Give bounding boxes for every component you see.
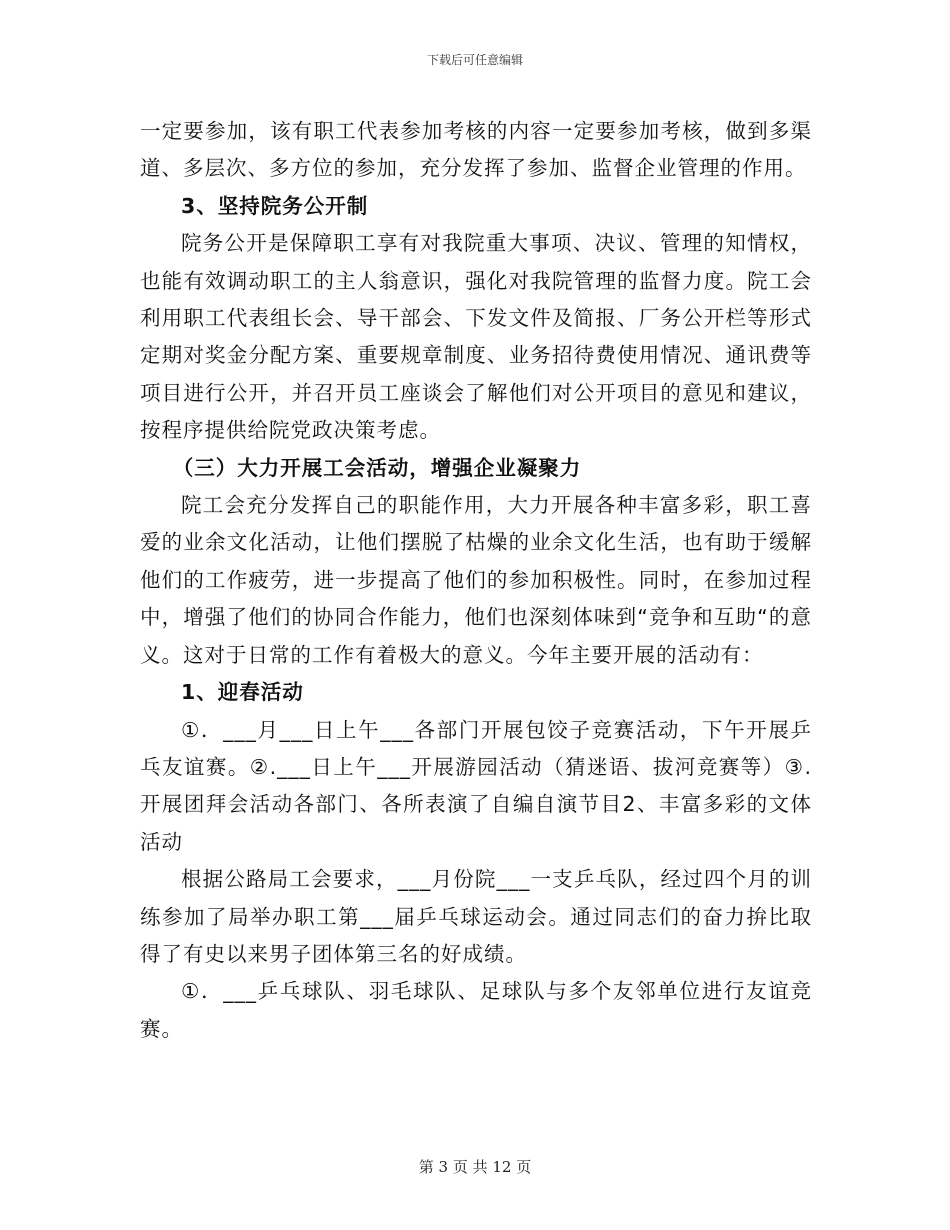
section-heading-3: 3、坚持院务公开制 [181,193,369,218]
paragraph-5: 根据公路局工会要求，___月份院___一支乒乓队，经过四个月的训练参加了局举办职工第___届乒乓球运动会。通过同志们的奋力拚比取得了有史以来男子团体第三名的好成绩。 [140,867,812,966]
section-heading-1: 1、迎春活动 [181,680,304,705]
section-heading-part-3: （三）大力开展工会活动，增强企业凝聚力 [172,455,582,480]
document-body [140,113,812,1048]
paragraph-4: ①．___月___日上午___各部门开展包饺子竞赛活动，下午开展乒乓友谊赛。②.___日上午___开展游园活动（猜迷语、拔河竞赛等）③.开展团拜会活动各部门、各所表演了自编自演节目2、丰富多彩的文体活动 [140,717,812,854]
page-footer-number: 第 3 页 共 12 页 [418,1158,532,1176]
paragraph-2: 院务公开是保障职工享有对我院重大事项、决议、管理的知情权，也能有效调动职工的主人翁意识，强化对我院管理的监督力度。院工会利用职工代表组长会、导干部会、下发文件及简报、厂务公开栏等形式定期对奖金分配方案、重要规章制度、业务招待费使用情况、通讯费等项目进行公开，并召开员工座谈会了解他们对公开项目的意见和建议，按程序提供给院党政决策考虑。 [140,231,812,443]
paragraph-6: ①．___乒乓球队、羽毛球队、足球队与多个友邻单位进行友谊竞赛。 [140,979,812,1041]
page-header-note: 下载后可任意编辑 [426,53,523,67]
paragraph-3: 院工会充分发挥自己的职能作用，大力开展各种丰富多彩，职工喜爱的业余文化活动，让他们摆脱了枯燥的业余文化生活，也有助于缓解他们的工作疲劳，进一步提高了他们的参加积极性。同时，在参加过程中，增强了他们的协同合作能力，他们也深刻体味到“竞争和互助“的意义。这对于日常的工作有着极大的意义。今年主要开展的活动有： [140,493,812,667]
paragraph-1: 一定要参加，该有职工代表参加考核的内容一定要参加考核，做到多渠道、多层次、多方位的参加，充分发挥了参加、监督企业管理的作用。 [140,119,812,181]
